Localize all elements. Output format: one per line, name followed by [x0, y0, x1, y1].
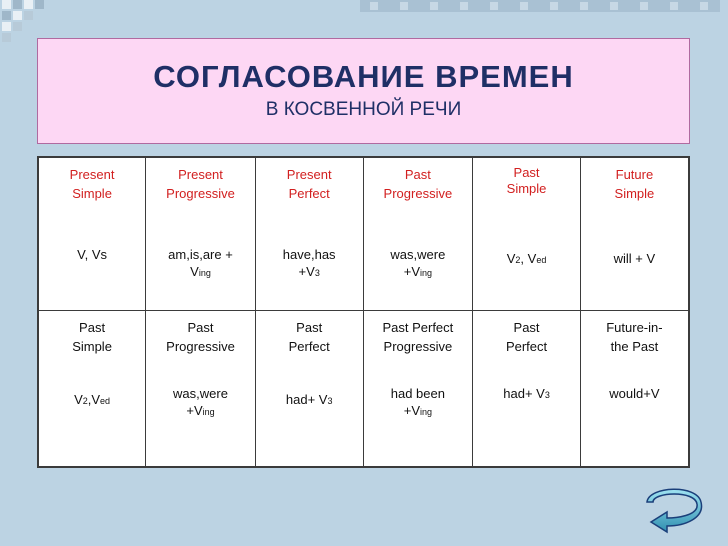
- formula-subscript: ing: [198, 268, 211, 278]
- table-cell: [363, 311, 473, 467]
- table-cell: [255, 311, 363, 467]
- table-cell: [146, 157, 256, 311]
- formula-line2: +V: [403, 403, 420, 419]
- tense-name-line2: Simple: [506, 181, 547, 196]
- tense-name-line1: Past: [296, 320, 323, 336]
- table-cell: [38, 157, 146, 311]
- formula-subscript: ing: [420, 268, 433, 278]
- formula-subscript: ing: [202, 407, 215, 418]
- formula: was,were: [390, 247, 446, 262]
- formula: had+ V: [285, 392, 328, 408]
- formula: have,has: [282, 247, 336, 262]
- formula-subscript: 3: [327, 396, 333, 407]
- tense-name-line1: Past: [404, 167, 431, 182]
- formula-subscript: 3: [314, 268, 320, 278]
- tense-name-line2: Perfect: [288, 186, 330, 201]
- u-turn-arrow-icon[interactable]: [645, 488, 705, 536]
- table-cell: [146, 311, 256, 467]
- tense-name-line2: Progressive: [166, 339, 235, 355]
- table-cell: [38, 311, 146, 467]
- tense-name-line1: Present: [69, 167, 115, 182]
- title-box: [37, 38, 690, 144]
- formula-line2: V: [190, 264, 199, 279]
- tense-name-line1: Past: [187, 320, 214, 336]
- tense-name-line1: Past: [513, 165, 540, 180]
- formula-line2: +V: [298, 264, 315, 279]
- page-subtitle: В КОСВЕННОЙ РЕЧИ: [265, 99, 462, 120]
- table-cell: [580, 157, 689, 311]
- formula: had+ V: [503, 386, 545, 402]
- formula: V, Vs: [77, 247, 107, 262]
- formula-subscript2: ed: [100, 396, 111, 407]
- formula: would+V: [609, 386, 660, 402]
- tense-name-line2: Perfect: [288, 339, 330, 355]
- table-cell: [255, 157, 363, 311]
- formula: was,were: [173, 386, 228, 402]
- formula: will + V: [613, 251, 656, 266]
- tense-name-line2: Progressive: [383, 339, 453, 355]
- formula-subscript: 2: [82, 396, 88, 407]
- table-cell: [473, 157, 581, 311]
- tense-name-line1: Future: [615, 167, 654, 182]
- tense-table: [37, 156, 690, 468]
- decorative-strip-icon: [360, 0, 720, 14]
- formula-subscript: 2: [515, 255, 521, 265]
- formula: had been: [390, 386, 445, 402]
- table-cell: [473, 311, 581, 467]
- table-cell: [580, 311, 689, 467]
- formula-subscript: ing: [420, 407, 433, 418]
- formula: V: [506, 251, 516, 266]
- formula-part2: , V: [520, 251, 537, 266]
- formula-line2: +V: [403, 264, 420, 279]
- tense-name-line2: Progressive: [383, 186, 453, 201]
- tense-name-line1: Past: [513, 320, 540, 336]
- tense-name-line2: Simple: [614, 186, 655, 201]
- tense-name-line2: Perfect: [505, 339, 548, 355]
- tense-name-line2: Progressive: [166, 186, 235, 201]
- page-title: СОГЛАСОВАНИЕ ВРЕМЕН: [153, 59, 574, 94]
- table-row: [38, 311, 689, 467]
- tense-name-line1: Present: [178, 167, 223, 182]
- formula: am,is,are +: [168, 247, 233, 262]
- formula-line2: +V: [186, 403, 203, 419]
- tense-name-line2: the Past: [610, 339, 659, 355]
- formula: V: [74, 392, 83, 408]
- formula-part2: ,V: [87, 392, 101, 408]
- tense-name-line1: Past Perfect: [382, 320, 454, 336]
- table-row: [38, 157, 689, 311]
- table-cell: [363, 157, 473, 311]
- tense-name-line2: Simple: [72, 186, 112, 201]
- formula-subscript: 3: [544, 390, 550, 401]
- tense-name-line1: Past: [79, 320, 106, 336]
- formula-subscript2: ed: [536, 255, 547, 265]
- tense-name-line1: Future-in-: [606, 320, 663, 336]
- tense-name-line1: Present: [286, 167, 332, 182]
- tense-name-line2: Simple: [72, 339, 112, 355]
